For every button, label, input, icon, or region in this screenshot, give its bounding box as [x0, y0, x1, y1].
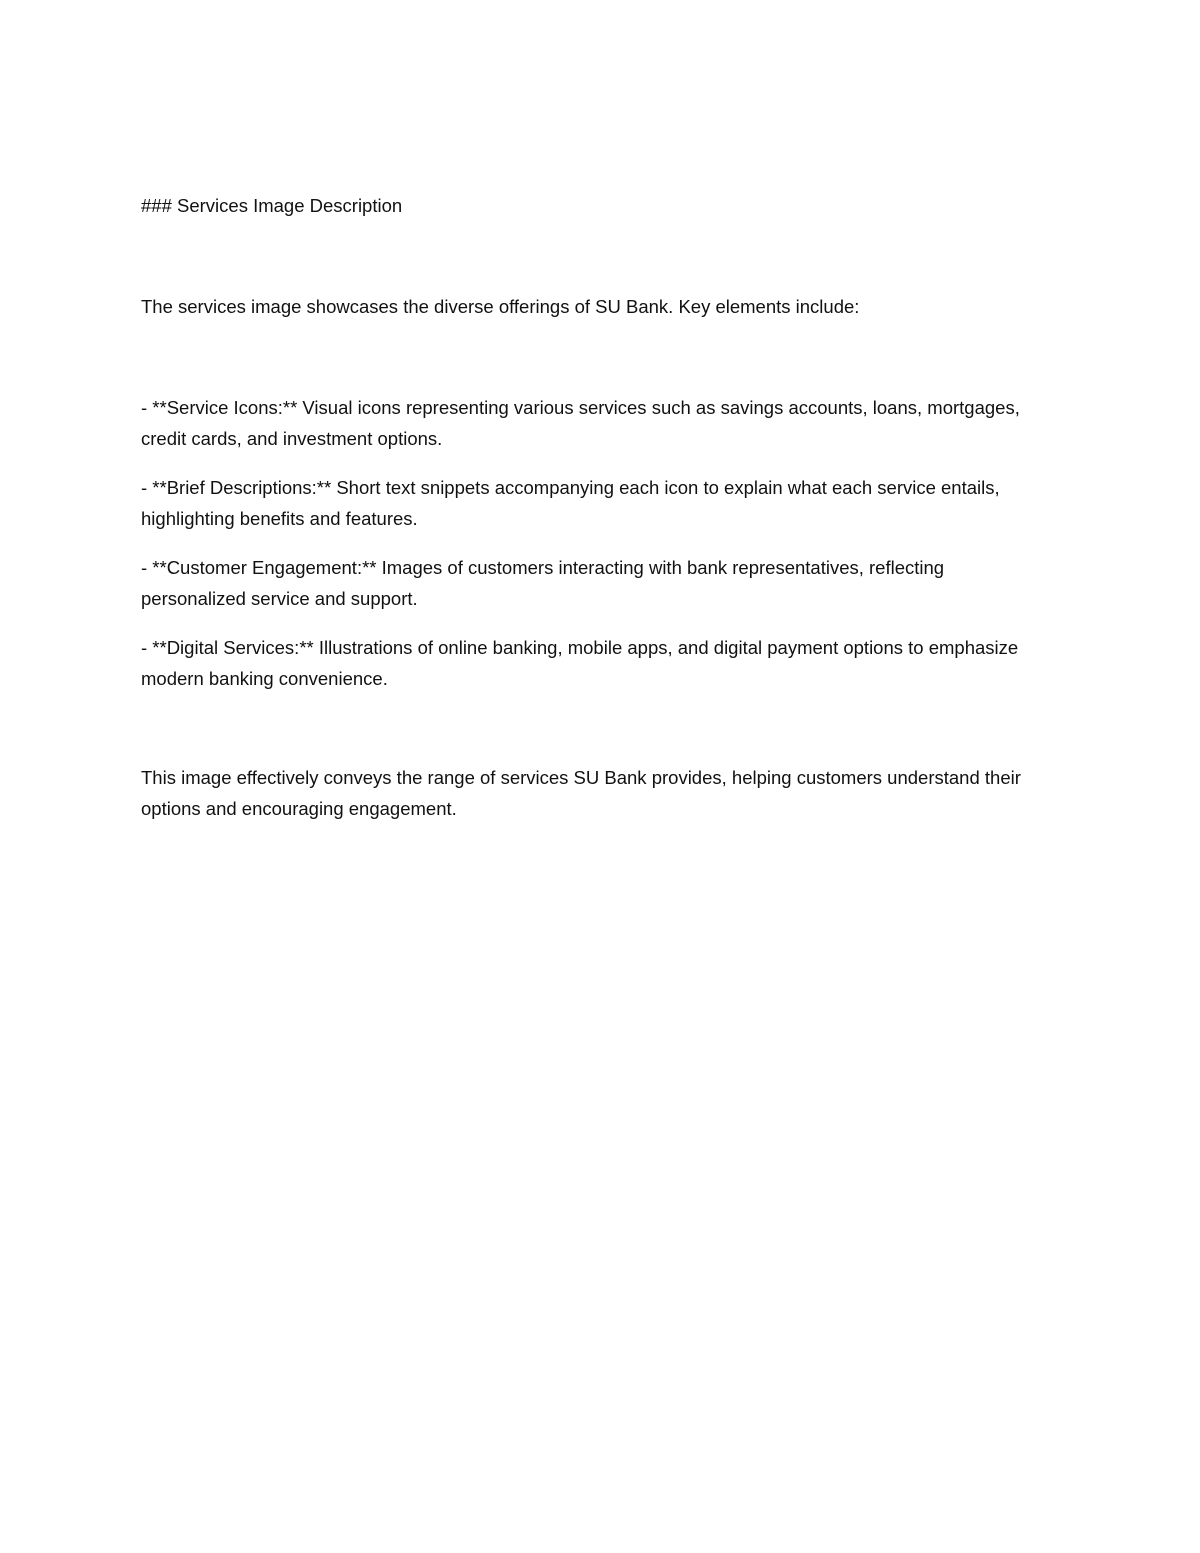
bullet-digital-services: - **Digital Services:** Illustrations of online banking, mobile apps, and digital payment options to emphasize modern banking convenience. — [141, 637, 1019, 689]
document-body — [141, 190, 1041, 824]
section-heading: ### Services Image Description — [141, 195, 403, 216]
bullet-brief-descriptions: - **Brief Descriptions:** Short text snippets accompanying each icon to explain what each service entails, highlighting benefits and features. — [141, 477, 1000, 529]
bullet-service-icons: - **Service Icons:** Visual icons representing various services such as savings accounts, loans, mortgages, credit cards, and investment options. — [141, 397, 1020, 449]
closing-paragraph: This image effectively conveys the range of services SU Bank provides, helping customers understand their options and encouraging engagement. — [141, 767, 1021, 819]
bullet-customer-engagement: - **Customer Engagement:** Images of customers interacting with bank representatives, reflecting personalized service and support. — [141, 557, 945, 609]
intro-paragraph: The services image showcases the diverse offerings of SU Bank. Key elements include: — [141, 296, 860, 317]
